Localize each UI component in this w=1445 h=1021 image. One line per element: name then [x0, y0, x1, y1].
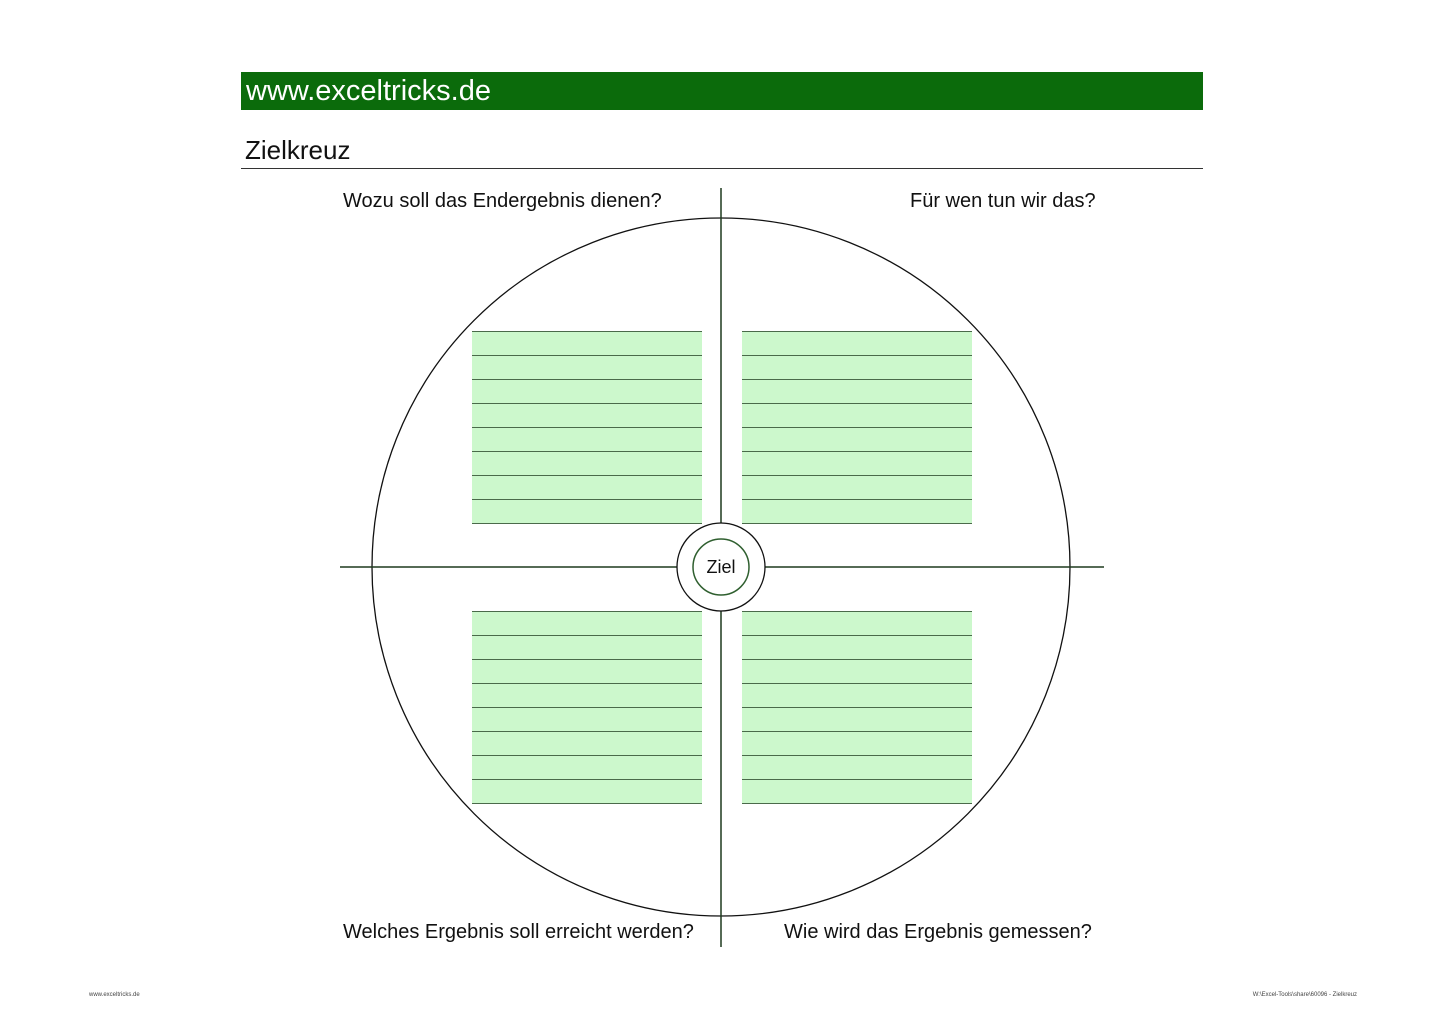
footer-left: www.exceltricks.de — [89, 992, 140, 998]
writing-line — [742, 451, 972, 452]
writing-line — [742, 523, 972, 524]
writing-line — [472, 451, 702, 452]
writing-line — [472, 803, 702, 804]
page-title: Zielkreuz — [245, 135, 351, 165]
question-bottom-right: Wie wird das Ergebnis gemessen? — [784, 921, 1092, 943]
writing-line — [742, 499, 972, 500]
writing-line — [742, 707, 972, 708]
writing-line — [742, 355, 972, 356]
writing-line — [472, 523, 702, 524]
writing-line — [742, 379, 972, 380]
footer-right: W:\Excel-Tools\share\60096 - Zielkreuz — [1252, 992, 1357, 998]
writing-line — [472, 427, 702, 428]
writing-line — [742, 803, 972, 804]
writing-line — [742, 683, 972, 684]
writing-line — [472, 635, 702, 636]
writing-line — [742, 755, 972, 756]
answer-box-bottom-left[interactable] — [472, 611, 702, 804]
writing-line — [472, 707, 702, 708]
goal-label: Ziel — [706, 557, 736, 577]
answer-box-bottom-right[interactable] — [742, 611, 972, 804]
site-banner-text: www.exceltricks.de — [246, 75, 491, 107]
writing-line — [742, 659, 972, 660]
writing-line — [472, 731, 702, 732]
question-top-left: Wozu soll das Endergebnis dienen? — [343, 190, 662, 212]
question-bottom-left: Welches Ergebnis soll erreicht werden? — [343, 921, 694, 943]
writing-line — [472, 779, 702, 780]
writing-line — [472, 499, 702, 500]
writing-line — [472, 475, 702, 476]
writing-line — [472, 403, 702, 404]
writing-line — [742, 475, 972, 476]
writing-line — [742, 427, 972, 428]
writing-line — [472, 355, 702, 356]
answer-box-top-left[interactable] — [472, 331, 702, 524]
answer-box-top-right[interactable] — [742, 331, 972, 524]
writing-line — [472, 755, 702, 756]
writing-line — [742, 403, 972, 404]
writing-line — [472, 683, 702, 684]
question-top-right: Für wen tun wir das? — [910, 190, 1096, 212]
writing-line — [472, 379, 702, 380]
writing-line — [742, 779, 972, 780]
writing-line — [472, 659, 702, 660]
writing-line — [742, 635, 972, 636]
writing-line — [742, 731, 972, 732]
